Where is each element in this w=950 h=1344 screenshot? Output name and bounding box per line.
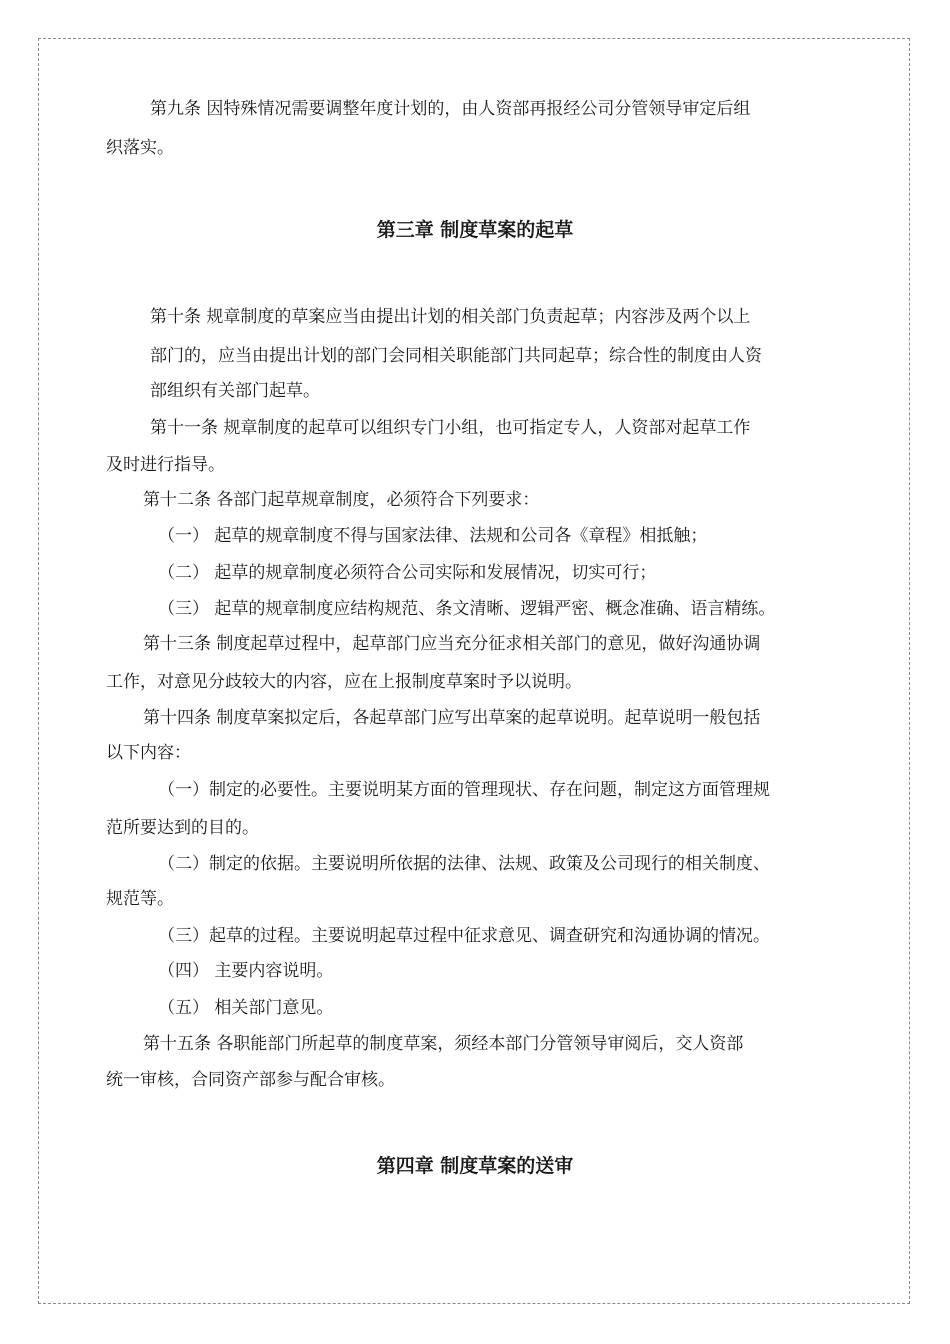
chapter-3-heading: 第三章 制度草案的起草 [376, 219, 574, 241]
chapter-4-heading: 第四章 制度草案的送审 [376, 1155, 574, 1177]
article-11-line-1: 第十一条 规章制度的起草可以组织专门小组，也可指定专人，人资部对起草工作 [150, 418, 751, 438]
article-14-item-2-line-2: 规范等。 [106, 889, 174, 909]
article-9-line-2: 织落实。 [106, 138, 174, 158]
article-12-item-2: （二） 起草的规章制度必须符合公司实际和发展情况，切实可行； [158, 563, 657, 583]
article-10-line-3: 部组织有关部门起草。 [150, 381, 320, 401]
article-14-item-1-line-2: 范所要达到的目的。 [106, 818, 259, 838]
article-10-line-2: 部门的，应当由提出计划的部门会同相关职能部门共同起草；综合性的制度由人资 [150, 346, 762, 366]
article-12-item-1: （一） 起草的规章制度不得与国家法律、法规和公司各《章程》相抵触； [158, 526, 708, 546]
article-14-item-3: （三）起草的过程。主要说明起草过程中征求意见、调查研究和沟通协调的情况。 [158, 926, 770, 946]
article-12-item-3: （三） 起草的规章制度应结构规范、条文清晰、逻辑严密、概念准确、语言精练。 [158, 599, 776, 619]
article-13-line-1: 第十三条 制度起草过程中，起草部门应当充分征求相关部门的意见，做好沟通协调 [143, 634, 761, 654]
article-11-line-2: 及时进行指导。 [106, 455, 225, 475]
article-14-item-1-line-1: （一）制定的必要性。主要说明某方面的管理现状、存在问题，制定这方面管理规 [158, 780, 770, 800]
article-14-line-1: 第十四条 制度草案拟定后，各起草部门应写出草案的起草说明。起草说明一般包括 [143, 708, 761, 728]
article-10-line-1: 第十条 规章制度的草案应当由提出计划的相关部门负责起草；内容涉及两个以上 [150, 307, 751, 327]
article-12-line-1: 第十二条 各部门起草规章制度，必须符合下列要求： [143, 490, 540, 510]
article-14-line-2: 以下内容： [106, 743, 191, 763]
article-15-line-2: 统一审核，合同资产部参与配合审核。 [106, 1070, 395, 1090]
article-14-item-2-line-1: （二）制定的依据。主要说明所依据的法律、法规、政策及公司现行的相关制度、 [158, 854, 770, 874]
article-15-line-1: 第十五条 各职能部门所起草的制度草案，须经本部门分管领导审阅后，交人资部 [143, 1034, 744, 1054]
article-13-line-2: 工作，对意见分歧较大的内容，应在上报制度草案时予以说明。 [106, 672, 582, 692]
article-9-line-1: 第九条 因特殊情况需要调整年度计划的，由人资部再报经公司分管领导审定后组 [150, 99, 751, 119]
article-14-item-5: （五） 相关部门意见。 [158, 998, 334, 1018]
article-14-item-4: （四） 主要内容说明。 [158, 961, 334, 981]
